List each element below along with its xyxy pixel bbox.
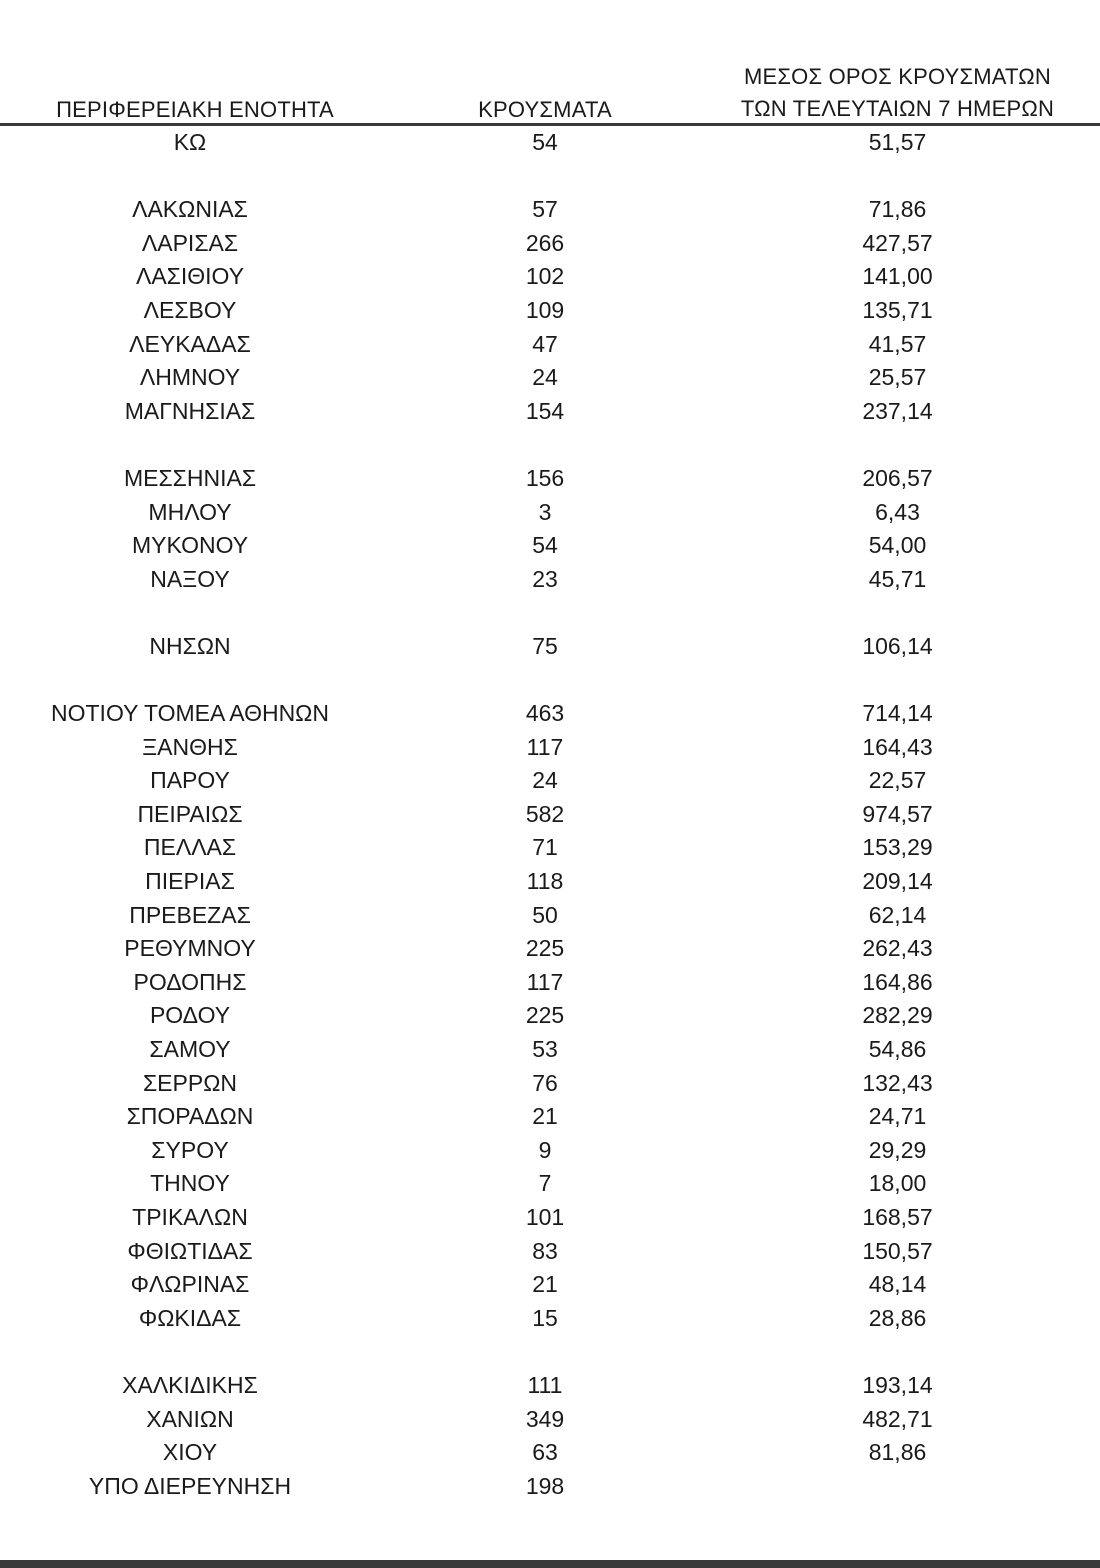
table-row: [0, 1235, 1100, 1269]
average-cell: 427,57: [862, 229, 933, 256]
average-cell: 262,43: [862, 935, 933, 962]
region-cell: ΛΕΣΒΟΥ: [143, 296, 237, 323]
table-row: [0, 999, 1100, 1033]
cases-cell: 75: [532, 632, 558, 659]
cases-cell: 349: [525, 1405, 565, 1432]
region-cell: ΡΟΔΟΥ: [149, 1002, 231, 1029]
cases-cell: 54: [532, 532, 558, 559]
table-row: [0, 697, 1100, 731]
table-header: [0, 0, 1100, 124]
region-cell: ΠΑΡΟΥ: [150, 767, 230, 794]
region-cell: ΛΑΣΙΘΙΟΥ: [135, 263, 245, 290]
table-row: [0, 126, 1100, 160]
cases-cell: 21: [532, 1271, 558, 1298]
cases-cell: 463: [525, 700, 565, 727]
average-cell: 41,57: [868, 330, 927, 357]
table-row: [0, 831, 1100, 865]
bottom-divider: [0, 1560, 1100, 1568]
region-cell: ΜΕΣΣΗΝΙΑΣ: [123, 464, 257, 491]
average-cell: 153,29: [862, 834, 933, 861]
region-cell: ΤΡΙΚΑΛΩΝ: [132, 1204, 248, 1230]
table-row: [0, 1167, 1100, 1201]
region-cell: ΡΟΔΟΠΗΣ: [133, 968, 247, 995]
table-row: [0, 1134, 1100, 1168]
average-cell: 24,71: [868, 1103, 927, 1130]
region-cell: ΣΑΜΟΥ: [149, 1036, 231, 1063]
average-cell: 206,57: [862, 464, 933, 491]
table-row: [0, 529, 1100, 563]
column-header-cases: ΚΡΟΥΣΜΑΤΑ: [478, 97, 612, 122]
table-row: [0, 361, 1100, 395]
cases-cell: 101: [525, 1204, 565, 1230]
cases-cell: 111: [527, 1371, 563, 1398]
table-row: [0, 1470, 1100, 1504]
table-row: [0, 1100, 1100, 1134]
table-row: [0, 260, 1100, 294]
average-cell: 51,57: [868, 129, 927, 155]
table-row: [0, 193, 1100, 227]
cases-cell: 117: [526, 968, 564, 995]
average-cell: 81,86: [868, 1439, 927, 1466]
cases-cell: 117: [526, 733, 564, 760]
region-cell: ΧΑΝΙΩΝ: [146, 1405, 234, 1432]
average-cell: 132,43: [862, 1069, 933, 1096]
table-row: [0, 1067, 1100, 1101]
average-cell: 28,86: [868, 1304, 927, 1331]
table-row: [0, 932, 1100, 966]
table-row: [0, 1201, 1100, 1235]
region-cell: ΡΕΘΥΜΝΟΥ: [124, 935, 256, 962]
region-cell: ΝΟΤΙΟΥ ΤΟΜΕΑ ΑΘΗΝΩΝ: [51, 700, 329, 727]
table-row: [0, 1302, 1100, 1336]
cases-cell: 225: [525, 1002, 565, 1029]
cases-cell: 24: [532, 364, 558, 391]
column-header-average-line1: ΜΕΣΟΣ ΟΡΟΣ ΚΡΟΥΣΜΑΤΩΝ: [743, 64, 1051, 89]
column-header-average-line2: ΤΩΝ ΤΕΛΕΥΤΑΙΩΝ 7 ΗΜΕΡΩΝ: [740, 96, 1055, 121]
region-cell: ΛΑΚΩΝΙΑΣ: [132, 196, 248, 223]
cases-cell: 83: [532, 1237, 558, 1264]
cases-cell: 23: [532, 565, 558, 592]
cases-cell: 118: [526, 868, 564, 895]
region-cell: ΜΑΓΝΗΣΙΑΣ: [124, 397, 256, 424]
region-cell: ΠΕΛΛΑΣ: [143, 834, 237, 861]
average-cell: 135,71: [862, 296, 933, 323]
region-cell: ΥΠΟ ΔΙΕΡΕΥΝΗΣΗ: [88, 1472, 292, 1499]
region-cell: ΣΕΡΡΩΝ: [142, 1069, 238, 1096]
table-row: [0, 630, 1100, 664]
region-cell: ΝΗΣΩΝ: [149, 632, 231, 659]
average-cell: 150,57: [862, 1237, 933, 1264]
table-row: [0, 563, 1100, 597]
cases-cell: 21: [532, 1103, 558, 1130]
cases-cell: 76: [532, 1069, 558, 1096]
region-cell: ΣΥΡΟΥ: [151, 1136, 229, 1163]
cases-cell: 198: [525, 1472, 565, 1499]
table-row: [0, 865, 1100, 899]
cases-cell: 3: [538, 498, 552, 525]
column-header-average: [720, 61, 1075, 125]
average-cell: 45,71: [868, 565, 927, 592]
region-cell: ΤΗΝΟΥ: [150, 1170, 230, 1197]
table-row: [0, 1033, 1100, 1067]
region-cell: ΦΩΚΙΔΑΣ: [138, 1304, 242, 1331]
average-cell: 18,00: [868, 1170, 927, 1197]
region-cell: ΧΑΛΚΙΔΙΚΗΣ: [122, 1371, 258, 1398]
average-cell: 54,86: [868, 1036, 927, 1063]
region-cell: ΛΕΥΚΑΔΑΣ: [129, 330, 251, 357]
table-row: [0, 496, 1100, 530]
average-cell: 54,00: [868, 532, 927, 559]
table-row: [0, 1268, 1100, 1302]
average-cell: 282,29: [862, 1002, 933, 1029]
cases-cell: 54: [532, 129, 558, 155]
average-cell: 714,14: [862, 700, 933, 727]
table-row: [0, 462, 1100, 496]
cases-cell: 63: [532, 1439, 558, 1466]
table-row: [0, 798, 1100, 832]
table-row: [0, 764, 1100, 798]
average-cell: 48,14: [868, 1271, 927, 1298]
table-row: [0, 1436, 1100, 1470]
region-cell: ΜΗΛΟΥ: [148, 498, 232, 525]
cases-cell: 266: [525, 229, 565, 256]
table-body: [0, 126, 1100, 1503]
table-row: [0, 1403, 1100, 1437]
region-cell: ΞΑΝΘΗΣ: [142, 733, 238, 760]
table-row: [0, 966, 1100, 1000]
cases-cell: 156: [525, 464, 565, 491]
region-cell: ΦΘΙΩΤΙΔΑΣ: [127, 1237, 253, 1264]
cases-cell: 7: [538, 1170, 552, 1197]
region-cell: ΦΛΩΡΙΝΑΣ: [130, 1271, 250, 1298]
region-cell: ΛΑΡΙΣΑΣ: [141, 229, 239, 256]
average-cell: 62,14: [868, 901, 927, 928]
cases-cell: 109: [525, 296, 565, 323]
cases-cell: 47: [532, 330, 558, 357]
region-cell: ΧΙΟΥ: [162, 1439, 218, 1466]
average-cell: 164,43: [862, 733, 933, 760]
cases-cell: 15: [532, 1304, 558, 1331]
table-row: [0, 899, 1100, 933]
average-cell: 237,14: [862, 397, 933, 424]
average-cell: 209,14: [862, 868, 933, 895]
average-cell: 6,43: [875, 498, 920, 525]
table-row: [0, 328, 1100, 362]
cases-cell: 57: [532, 196, 558, 223]
average-cell: 106,14: [862, 632, 933, 659]
region-cell: ΜΥΚΟΝΟΥ: [131, 532, 249, 559]
region-cell: ΠΕΙΡΑΙΩΣ: [137, 800, 243, 827]
cases-cell: 9: [538, 1136, 552, 1163]
average-cell: [780, 1470, 1015, 1504]
average-cell: 193,14: [862, 1371, 933, 1398]
region-cell: ΣΠΟΡΑΔΩΝ: [126, 1103, 254, 1130]
table-row: [0, 294, 1100, 328]
average-cell: 482,71: [862, 1405, 933, 1432]
average-cell: 29,29: [868, 1136, 927, 1163]
average-cell: 141,00: [862, 263, 933, 290]
region-cell: ΛΗΜΝΟΥ: [139, 364, 241, 391]
region-cell: ΠΙΕΡΙΑΣ: [145, 868, 235, 895]
table-row: [0, 731, 1100, 765]
cases-cell: 102: [525, 263, 565, 290]
cases-cell: 50: [532, 901, 558, 928]
table-row: [0, 1369, 1100, 1403]
cases-cell: 24: [532, 767, 558, 794]
cases-cell: 225: [525, 935, 565, 962]
table-row: [0, 395, 1100, 429]
average-cell: 164,86: [862, 968, 933, 995]
cases-cell: 53: [532, 1036, 558, 1063]
region-cell: ΚΩ: [173, 129, 207, 155]
region-cell: ΝΑΞΟΥ: [150, 565, 230, 592]
average-cell: 71,86: [868, 196, 927, 223]
column-header-region: ΠΕΡΙΦΕΡΕΙΑΚΗ ΕΝΟΤΗΤΑ: [56, 97, 334, 122]
average-cell: 22,57: [868, 767, 927, 794]
cases-cell: 154: [525, 397, 565, 424]
region-cell: ΠΡΕΒΕΖΑΣ: [129, 901, 251, 928]
average-cell: 168,57: [862, 1204, 933, 1230]
average-cell: 25,57: [868, 364, 927, 391]
table-row: [0, 227, 1100, 261]
cases-cell: 71: [532, 834, 558, 861]
average-cell: 974,57: [862, 800, 933, 827]
cases-cell: 582: [525, 800, 565, 827]
